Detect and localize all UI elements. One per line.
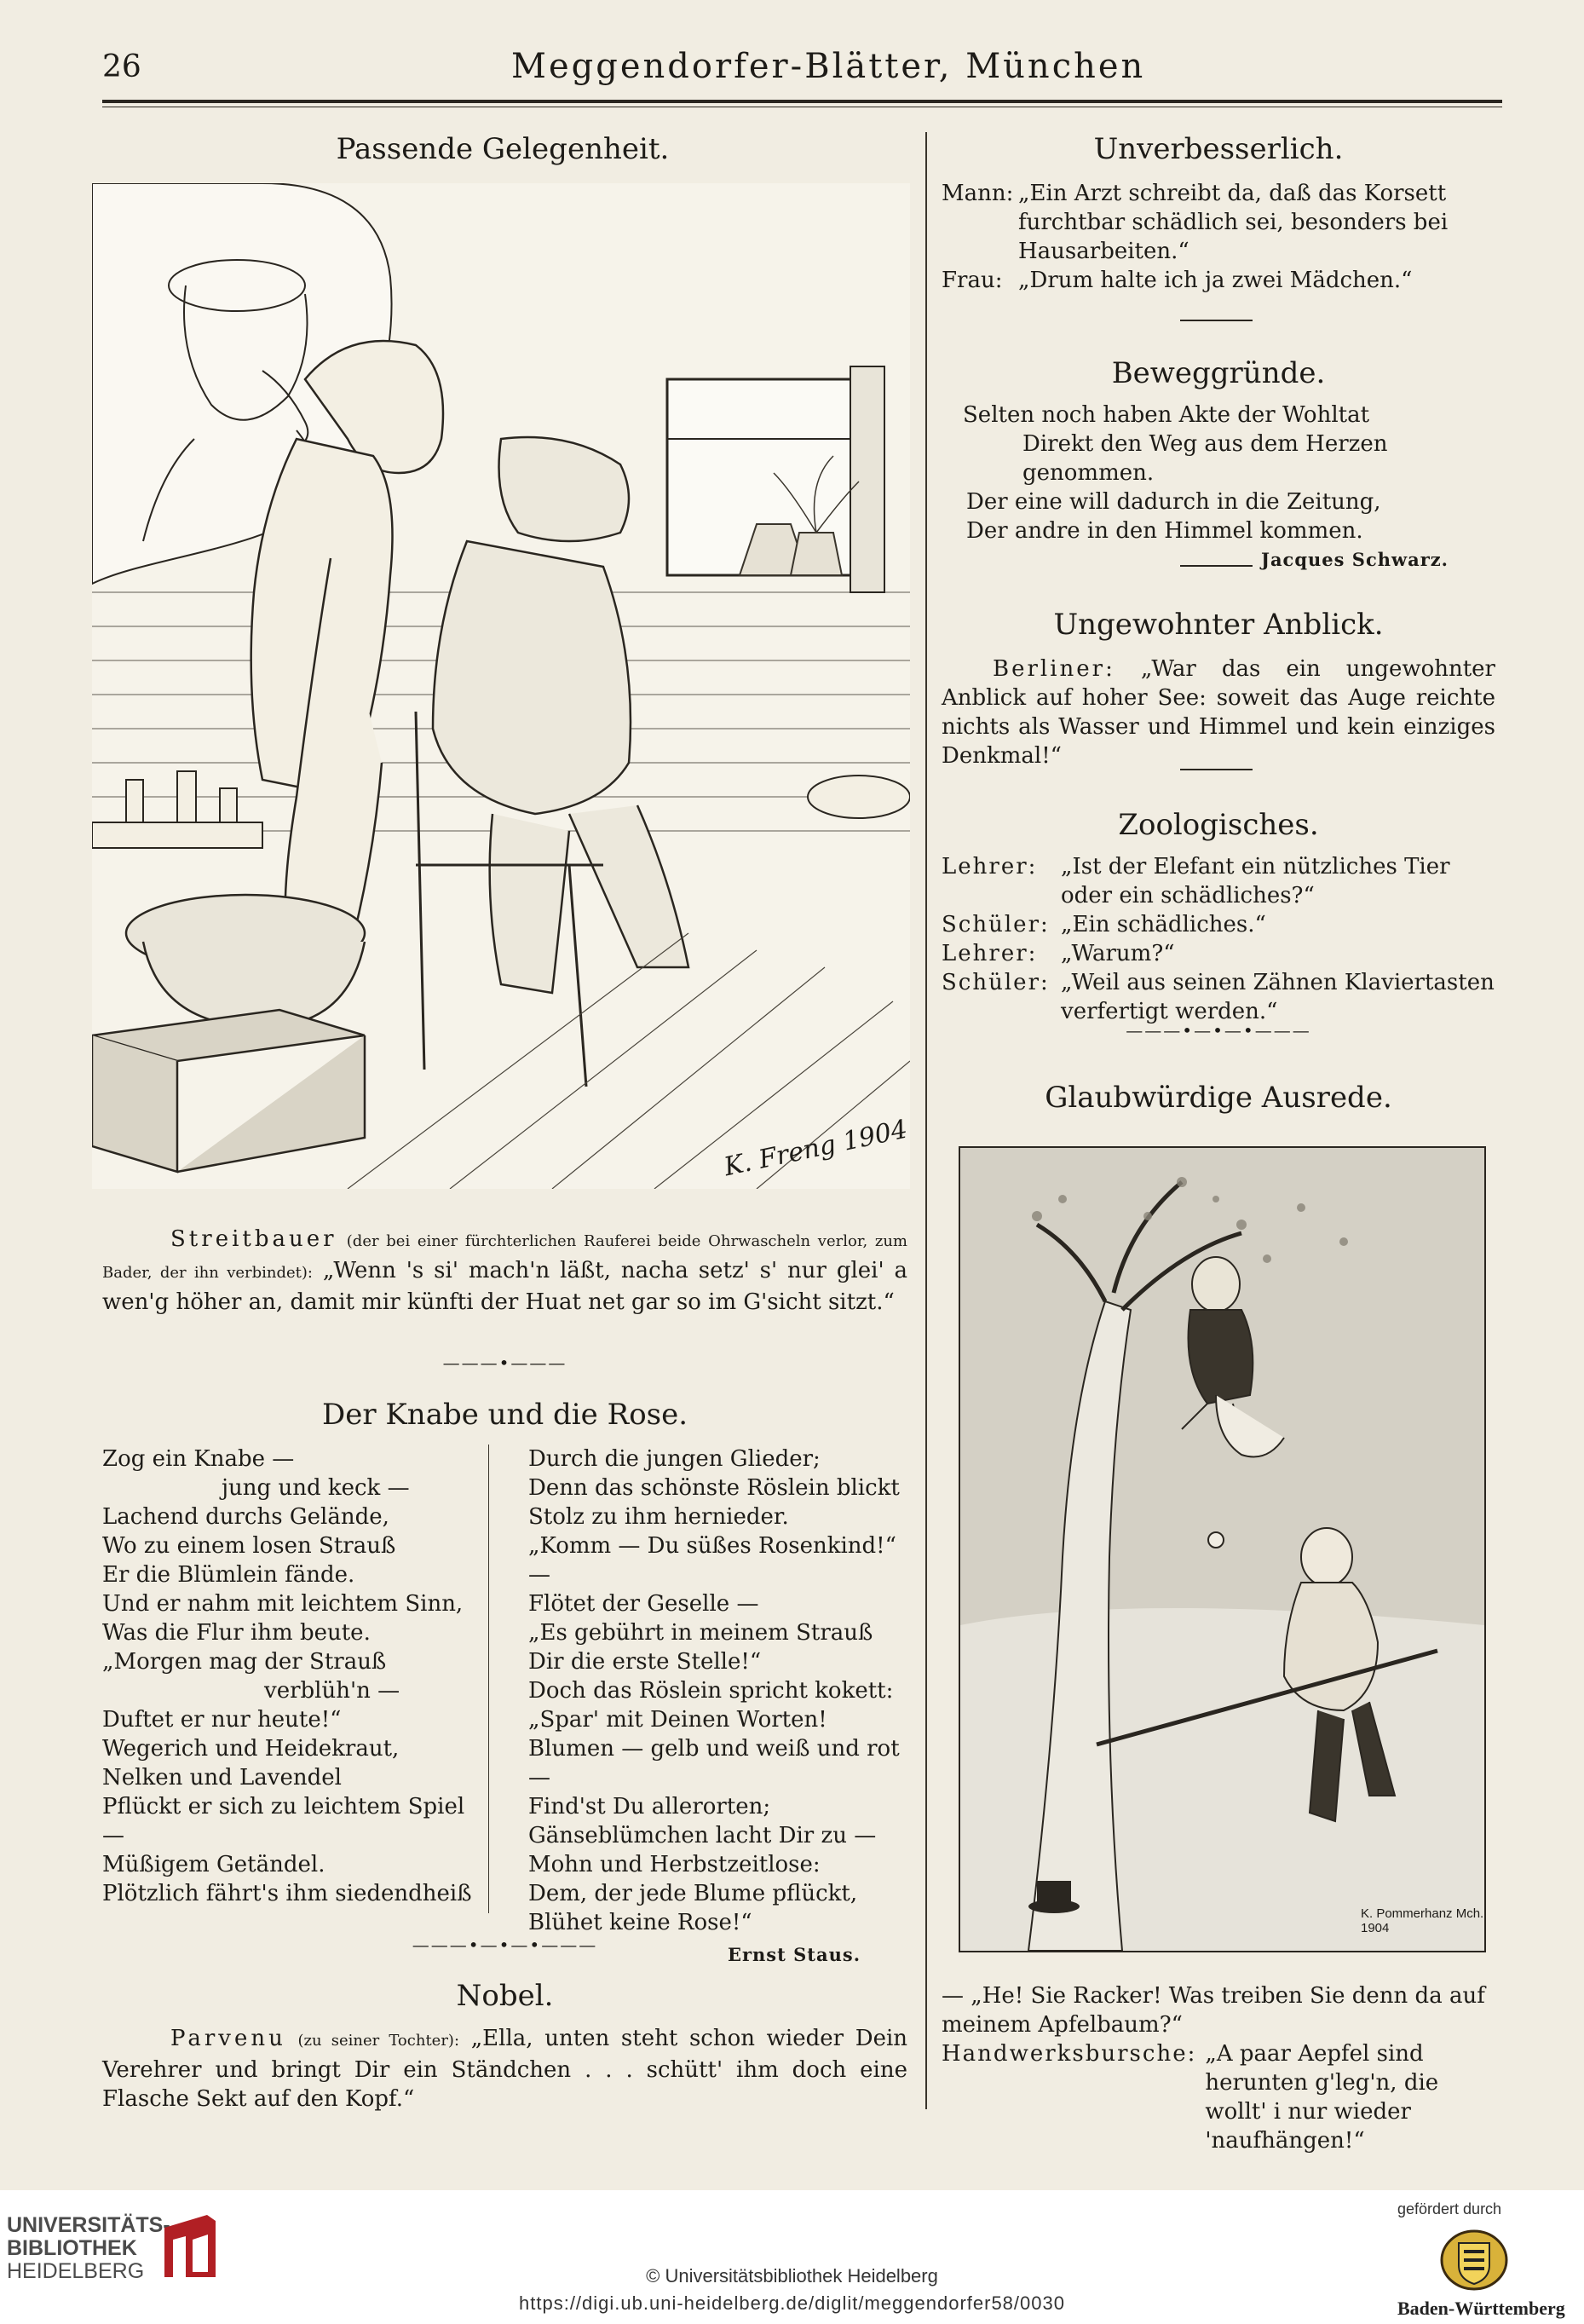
poem-line: Müßigem Getändel.	[102, 1852, 325, 1877]
dialogue-line	[942, 179, 1495, 266]
artist-signature: K. Freng 1904	[721, 1114, 910, 1183]
poem-line: „Morgen mag der Strauß	[102, 1649, 387, 1675]
dialogue-text: „Ist der Elefant ein nützliches Tier oder ein schädliches?“	[1061, 854, 1450, 908]
text-unverbesserlich	[942, 179, 1495, 295]
library-name-line2: BIBLIOTHEK	[7, 2236, 137, 2260]
poem-line: Durch die jungen Glieder;	[528, 1446, 821, 1472]
heading-glaubwuerdige-ausrede: Glaubwürdige Ausrede.	[1045, 1081, 1392, 1115]
nobel-stage-note: (zu seiner Tochter):	[297, 2032, 460, 2050]
caption-line-2	[942, 2039, 1495, 2155]
source-url-link[interactable]: https://digi.ub.uni-heidelberg.de/diglit/meggendorfer58/0030	[519, 2292, 1065, 2314]
state-label: Baden-Württemberg	[1397, 2298, 1565, 2319]
page-number: 26	[102, 49, 141, 84]
caption-quote: „Wenn 's si' mach'n läßt, nacha setz' s' nur glei' a wen'g höher an, damit mir künfti der Huat net gar so im G'sicht sitzt.“	[102, 1258, 908, 1315]
poem-line: Selten noch haben Akte der Wohltat	[963, 402, 1370, 428]
baden-wuerttemberg-coat-of-arms-icon	[1440, 2229, 1508, 2291]
heading-passende-gelegenheit: Passende Gelegenheit.	[336, 132, 670, 166]
copyright-text: © Universitätsbibliothek Heidelberg	[646, 2265, 938, 2287]
poem-line: Nelken und Lavendel	[102, 1765, 342, 1791]
short-rule	[1180, 565, 1253, 567]
dialogue-text: „Drum halte ich ja zwei Mädchen.“	[1018, 268, 1413, 293]
funded-by-label: gefördert durch	[1397, 2200, 1502, 2217]
caption-passende-gelegenheit	[102, 1225, 907, 1317]
poem-line: Er die Blümlein fände.	[102, 1562, 355, 1588]
dialogue-text: „Ein schädliches.“	[1061, 912, 1266, 937]
poem-beweggruende	[963, 401, 1500, 574]
heading-knabe-und-rose: Der Knabe und die Rose.	[321, 1398, 688, 1432]
dialogue-text: „Warum?“	[1061, 941, 1175, 966]
text-ungewohnter-anblick	[942, 655, 1495, 770]
poem-line: Stolz zu ihm hernieder.	[528, 1504, 789, 1530]
heading-zoologisches: Zoologisches.	[1118, 808, 1319, 842]
anblick-speaker: Berliner:	[993, 656, 1115, 682]
poem-line: Duftet er nur heute!“	[102, 1707, 342, 1733]
poem-column-1	[102, 1445, 477, 1908]
dialogue-line	[942, 939, 1495, 968]
column-divider	[925, 132, 927, 2109]
poem-line: Pflückt er sich zu leichtem Spiel —	[102, 1794, 465, 1848]
library-name-line3: HEIDELBERG	[7, 2259, 145, 2283]
caption-line-1: — „He! Sie Racker! Was treiben Sie denn da auf meinem Apfelbaum?“	[942, 1983, 1485, 2038]
artist-signature-2: K. Pommerhanz Mch. 1904	[1361, 1906, 1484, 1935]
poem-line: Plötzlich fährt's ihm siedendheiß	[102, 1881, 472, 1906]
dialogue-speaker: Mann:	[942, 181, 1014, 206]
heading-unverbesserlich: Unverbesserlich.	[1093, 132, 1344, 166]
poem-signature: Jacques Schwarz.	[1261, 549, 1449, 570]
illustration-apple-tree	[959, 1146, 1486, 1952]
poem-line: Dir die erste Stelle!“	[528, 1649, 762, 1675]
poem-line: „Es gebührt in meinem Strauß	[528, 1620, 873, 1646]
illustration-barber-scene	[92, 183, 910, 1189]
poem-line: Dem, der jede Blume pflückt,	[528, 1881, 858, 1906]
dialogue-speaker: Lehrer:	[942, 941, 1038, 966]
nobel-quote: „Ella, unten steht schon wieder Dein Verehrer und bringt Dir ein Ständchen . . . schütt' ihm doch eine Flasche Sekt auf den Kopf.“	[102, 2026, 908, 2112]
dialogue-line	[942, 910, 1495, 939]
short-rule	[1180, 320, 1253, 321]
heading-beweggruende: Beweggründe.	[1111, 356, 1326, 390]
poem-line: Blühet keine Rose!“	[528, 1910, 752, 1935]
poem-line: Direkt den Weg aus dem Herzen genommen.	[1022, 431, 1388, 486]
poem-line: Wo zu einem losen Strauß	[102, 1533, 396, 1559]
heading-nobel: Nobel.	[456, 1979, 554, 2013]
poem-column-2	[528, 1445, 912, 1969]
poem-line: Denn das schönste Röslein blickt	[528, 1475, 900, 1501]
poem-line: Doch das Röslein spricht kokett:	[528, 1678, 894, 1704]
poem-line: Gänseblümchen lacht Dir zu —	[528, 1823, 877, 1848]
dialogue-text: „Weil aus seinen Zähnen Klaviertasten verfertigt werden.“	[1061, 970, 1495, 1024]
dialogue-speaker: Frau:	[942, 268, 1003, 293]
poem-line: „Komm — Du süßes Rosenkind!“ —	[528, 1533, 896, 1588]
apple-tree-drawing	[960, 1148, 1484, 1951]
poem-line: Was die Flur ihm beute.	[102, 1620, 371, 1646]
header-rule	[102, 100, 1502, 103]
dialogue-line	[942, 266, 1495, 295]
dialogue-line	[942, 968, 1495, 1026]
caption-speaker: Streitbauer	[170, 1226, 337, 1252]
poem-line: Der andre in den Himmel kommen.	[966, 518, 1363, 544]
dialogue-speaker: Schüler:	[942, 912, 1050, 937]
poem-line: verblüh'n —	[264, 1678, 400, 1704]
poem-signature: Ernst Staus.	[727, 1944, 861, 1965]
anblick-quote: „War das ein ungewohnter Anblick auf hoher See: soweit das Auge reichte nichts als Wasser und Himmel und kein einziges Denkmal!“	[942, 656, 1495, 769]
poem-line: Zog ein Knabe —	[102, 1446, 295, 1472]
poem-line: Flötet der Geselle —	[528, 1591, 759, 1617]
poem-line: Find'st Du allerorten;	[528, 1794, 771, 1819]
poem-line: Wegerich und Heidekraut,	[102, 1736, 400, 1762]
poem-line: Blumen — gelb und weiß und rot —	[528, 1736, 900, 1791]
short-rule	[1180, 769, 1253, 770]
poem-line: jung und keck —	[222, 1475, 410, 1501]
ornament-divider-1: ———•———	[442, 1352, 567, 1373]
caption-stage-note: (der bei einer fürchterlichen Rauferei beide Ohrwascheln verlor, zum Bader, der ihn verbindet):	[102, 1232, 907, 1282]
poem-line: Mohn und Herbstzeitlose:	[528, 1852, 821, 1877]
dialogue-speaker: Lehrer:	[942, 854, 1038, 879]
ornament-divider-3: ———•—•—•———	[1126, 1020, 1311, 1041]
nobel-speaker: Parvenu	[170, 2026, 286, 2051]
text-nobel	[102, 2024, 907, 2114]
barber-scene-drawing	[92, 183, 910, 1189]
ornament-divider-2: ———•—•—•———	[412, 1935, 598, 1955]
poem-line: Lachend durchs Gelände,	[102, 1504, 389, 1530]
poem-line: „Spar' mit Deinen Worten!	[528, 1707, 827, 1733]
poem-line: Und er nahm mit leichtem Sinn,	[102, 1591, 464, 1617]
poem-line: Der eine will dadurch in die Zeitung,	[966, 489, 1381, 515]
text-zoologisches	[942, 852, 1495, 1026]
heading-ungewohnter-anblick: Ungewohnter Anblick.	[1053, 608, 1384, 642]
poem-column-divider	[488, 1445, 489, 1913]
dialogue-speaker: Schüler:	[942, 970, 1050, 995]
caption-quote: „A paar Aepfel sind herunten g'leg'n, die wollt' i nur wieder 'naufhängen!“	[1205, 2041, 1439, 2154]
caption-glaubwuerdige-ausrede	[942, 1981, 1495, 2155]
caption-speaker: Handwerksbursche:	[942, 2041, 1197, 2067]
dialogue-line	[942, 852, 1495, 910]
dialogue-text: „Ein Arzt schreibt da, daß das Korsett furchtbar schädlich sei, besonders bei Hausarbeiten.“	[1018, 181, 1449, 264]
library-name-line1: UNIVERSITÄTS-	[7, 2213, 170, 2237]
magazine-title: Meggendorfer-Blätter, München	[511, 47, 1146, 86]
